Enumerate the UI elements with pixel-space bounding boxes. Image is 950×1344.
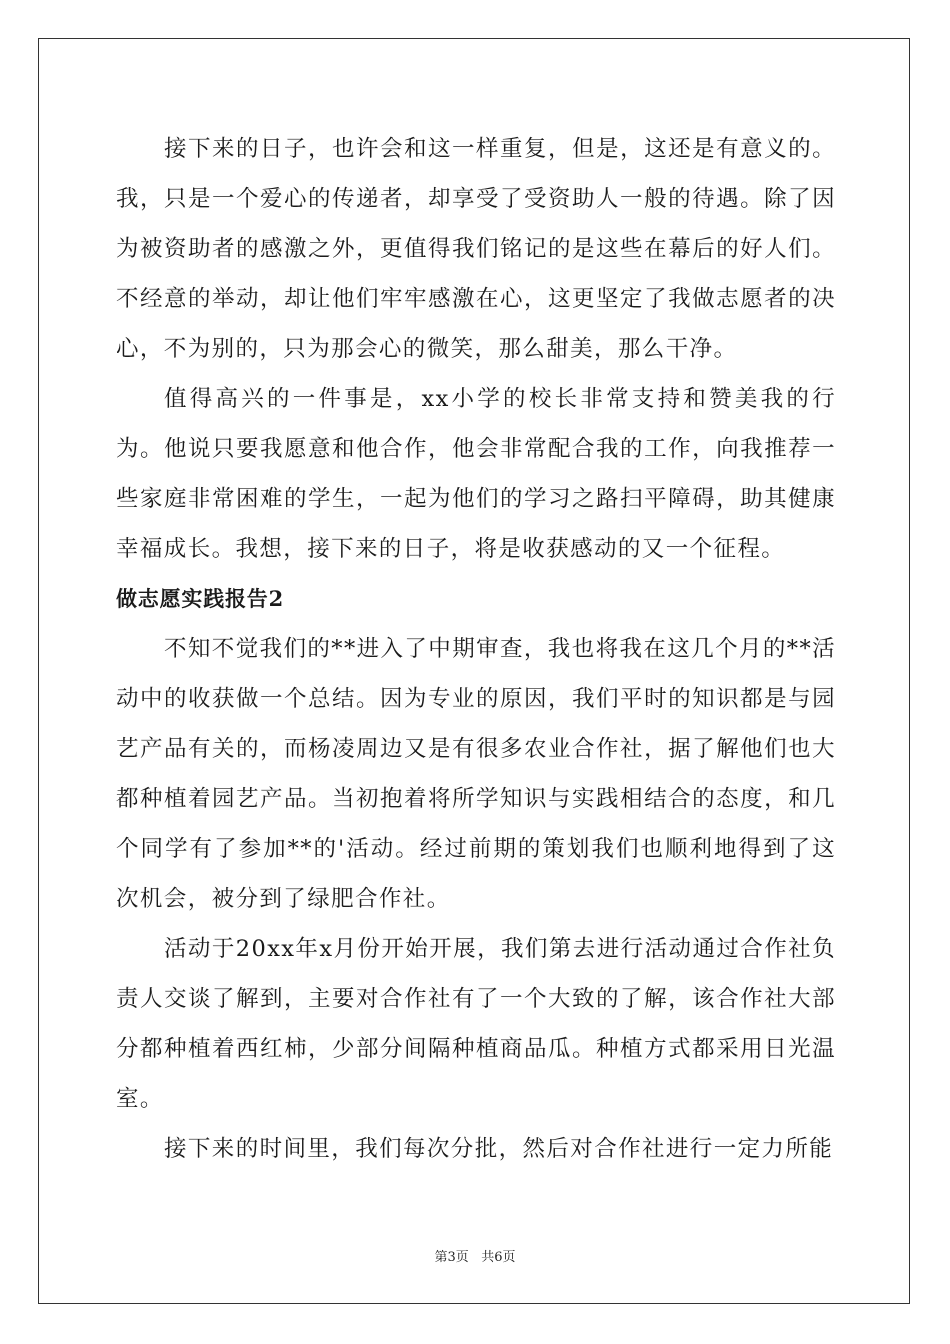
paragraph: 接下来的日子，也许会和这一样重复，但是，这还是有意义的。我，只是一个爱心的传递者，却享受了受资助人一般的待遇。除了因为被资助者的感激之外，更值得我们铭记的是这些在幕后的好人们。不经意的举动，却让他们牢牢感激在心，这更坚定了我做志愿者的决心，不为别的，只为那会心的微笑，那么甜美，那么干净。 bbox=[116, 136, 836, 362]
paragraph: 接下来的时间里，我们每次分批，然后对合作社进行一定力所能 bbox=[164, 1136, 834, 1162]
page-number: 第3页 bbox=[434, 1250, 469, 1265]
page-footer bbox=[0, 1246, 950, 1265]
section-title: 做志愿实践报告2 bbox=[116, 586, 285, 611]
paragraph: 不知不觉我们的**进入了中期审查，我也将我在这几个月的**活动中的收获做一个总结。因为专业的原因，我们平时的知识都是与园艺产品有关的，而杨凌周边又是有很多农业合作社，据了解他们也大都种植着园艺产品。当初抱着将所学知识与实践相结合的态度，和几个同学有了参加**的'活动。经过前期的策划我们也顺利地得到了这次机会，被分到了绿肥合作社。 bbox=[116, 636, 837, 912]
paragraph: 值得高兴的一件事是，xx小学的校长非常支持和赞美我的行为。他说只要我愿意和他合作，他会非常配合我的工作，向我推荐一些家庭非常困难的学生，一起为他们的学习之路扫平障碍，助其健康幸福成长。我想，接下来的日子，将是收获感动的又一个征程。 bbox=[116, 386, 836, 562]
page-total: 共6页 bbox=[481, 1250, 516, 1265]
paragraph: 活动于20xx年x月份开始开展，我们第去进行活动通过合作社负责人交谈了解到，主要对合作社有了一个大致的了解，该合作社大部分都种植着西红柿，少部分间隔种植商品瓜。种植方式都采用日光温室。 bbox=[116, 936, 836, 1112]
document-body bbox=[116, 124, 836, 1174]
